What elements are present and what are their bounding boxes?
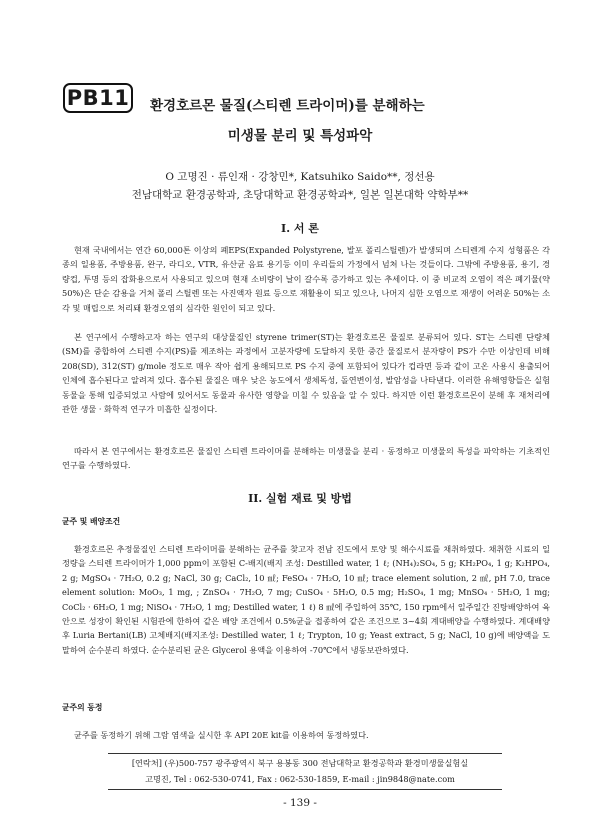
poster-id-badge: PB11 — [63, 83, 133, 113]
page-number: - 139 - — [283, 797, 317, 809]
subsection-heading-identification: 균주의 동정 — [62, 703, 103, 712]
paper-title-line1: 환경호르몬 물질(스티렌 트라이머)를 분해하는 — [150, 98, 425, 114]
affiliation-list: 전남대학교 환경공학과, 초당대학교 환경공학과*, 일본 일본대학 약학부** — [131, 189, 469, 201]
subsection-heading-strain-culture: 균주 및 배양조건 — [62, 517, 121, 526]
author-list: O 고명진 · 류인재 · 강창민*, Katsuhiko Saido**, 정선용 — [165, 171, 435, 183]
intro-paragraph-1: 현재 국내에서는 연간 60,000톤 이상의 폐EPS(Expanded Polystyrene, 발포 폴리스틸렌)가 발생되며 스티렌계 수지 성형품은 각종의 일용품, 주방용품, 완구, 라디오, VTR, 유산균 음료 용기등 이미 우리들의 가정에서 넘쳐 나는 것들이다. 그밖에 주방용품, 용기, 경량컵, 투명 등의 잡화용으로서 사용되고 있으며 현재 소비량이 날이 갈수록 증가하고 있는 추세이다. 이 중 비교적 오염이 적은 폐기물(약 50%)은 단순 감용을 거쳐 폴리 스틸렌 또는 사진액자 원료 등으로 재활용이 되고 있으나, 나머지 심한 오염으로 재생이 어려운 50%는 소각 및 매립으로 처리돼 환경오염의 심각한 원인이 되고 있다. — [62, 245, 550, 313]
contact-bottom-rule — [108, 789, 502, 790]
contact-top-rule — [108, 753, 502, 754]
section-heading-introduction: I. 서 론 — [281, 222, 319, 235]
methods-paragraph-identification: 균주를 동정하기 위해 그람 염색을 실시한 후 API 20E kit를 이용하여 동정하였다. — [74, 730, 369, 740]
section-heading-methods: II. 실험 재료 및 방법 — [248, 492, 352, 505]
paper-title-line2: 미생물 분리 및 특성파악 — [227, 128, 373, 144]
contact-address: [연락처] (우)500-757 광주광역시 북구 용봉동 300 전남대학교 환경공학과 환경미생물실험실 — [131, 758, 469, 768]
intro-paragraph-3: 따라서 본 연구에서는 환경호르몬 물질인 스티렌 트라이머를 분해하는 미생물을 분리 · 동정하고 미생물의 특성을 파악하는 기초적인 연구를 수행하였다. — [62, 446, 550, 471]
contact-phone-email: 고명진, Tel : 062-530-0741, Fax : 062-530-1859, E-mail : jin9848@nate.com — [145, 774, 455, 784]
methods-paragraph-strain-culture: 환경호르몬 추정물질인 스티렌 트라이머를 분해하는 균주를 찾고자 전남 진도에서 토양 및 해수시료를 채취하였다. 채취한 시료의 일정량을 스티렌 트라이머가 1,000 ppm이 포함된 C-배지(배지 조성: Destilled water, 1 ℓ; (NH₄)₂SO₄, 5 g; KH₂PO₄, 1 g; K₂HPO₄, 2 g; MgSO₄ · 7H₂O, 0.2 g; NaCl, 30 g; CaCl₂, 10 ㎖; FeSO₄ · 7H₂O, 10 ㎖; trace element solution, 2 ㎖, pH 7.0, trace element solution: MoO₃, 1 mg, ; ZnSO₄ · 7H₂O, 7 mg; CuSO₄ · 5H₂O, 0.5 mg; H₂SO₄, 1 mg; MnSO₄ · 5H₂O, 1 mg; CoCl₂ · 6H₂O, 1 mg; NiSO₄ · 7H₂O, 1 mg; Destilled water, 1 ℓ) 8 ㎖에 주입하여 35℃, 150 rpm에서 일주일간 진탕배양하여 육안으로 성장이 확인된 시험관에 한하여 같은 배양 조건에서 0.5%균을 접종하여 같은 조건으로 3~4회 계대배양을 수행하였다. 계대배양 후 Luria Bertani(LB) 고체배지(배지조성: Destilled water, 1 ℓ; Trypton, 10 g; Yeast extract, 5 g; NaCl, 10 g)에 배양액을 도말하여 순수분리 하였다. 순수분리된 균은 Glycerol 용액을 이용하여 -70℃에서 냉동보관하였다. — [62, 544, 550, 655]
intro-paragraph-2: 본 연구에서 수행하고자 하는 연구의 대상물질인 styrene trimer(ST)는 환경호르몬 물질로 분류되어 있다. ST는 스티렌 단량체(SM)를 중합하여 스티렌 수지(PS)를 제조하는 과정에서 고분자량에 도달하지 못한 중간 물질로서 분자량이 PS가 수만 이상인데 비해 208(SD), 312(ST) g/mole 정도로 매우 작아 쉽게 용해되므로 PS 수지 중에 포함되어 있다가 컵라면 등과 같이 고온 사용시 용출되어 인체에 흡수된다고 알려져 있다. 흡수된 물질은 매우 낮은 농도에서 생체독성, 돌연변이성, 발암성을 나타낸다. 이러한 유해영향들은 실험 동물을 통해 입증되었고 사람에 있어서도 동물과 유사한 영향을 미칠 수 있음을 알 수 있다. 하지만 이런 환경호르몬이 분해 후 재처리에 관한 생물 · 화학적 연구가 미흡한 실정이다. — [62, 332, 550, 415]
